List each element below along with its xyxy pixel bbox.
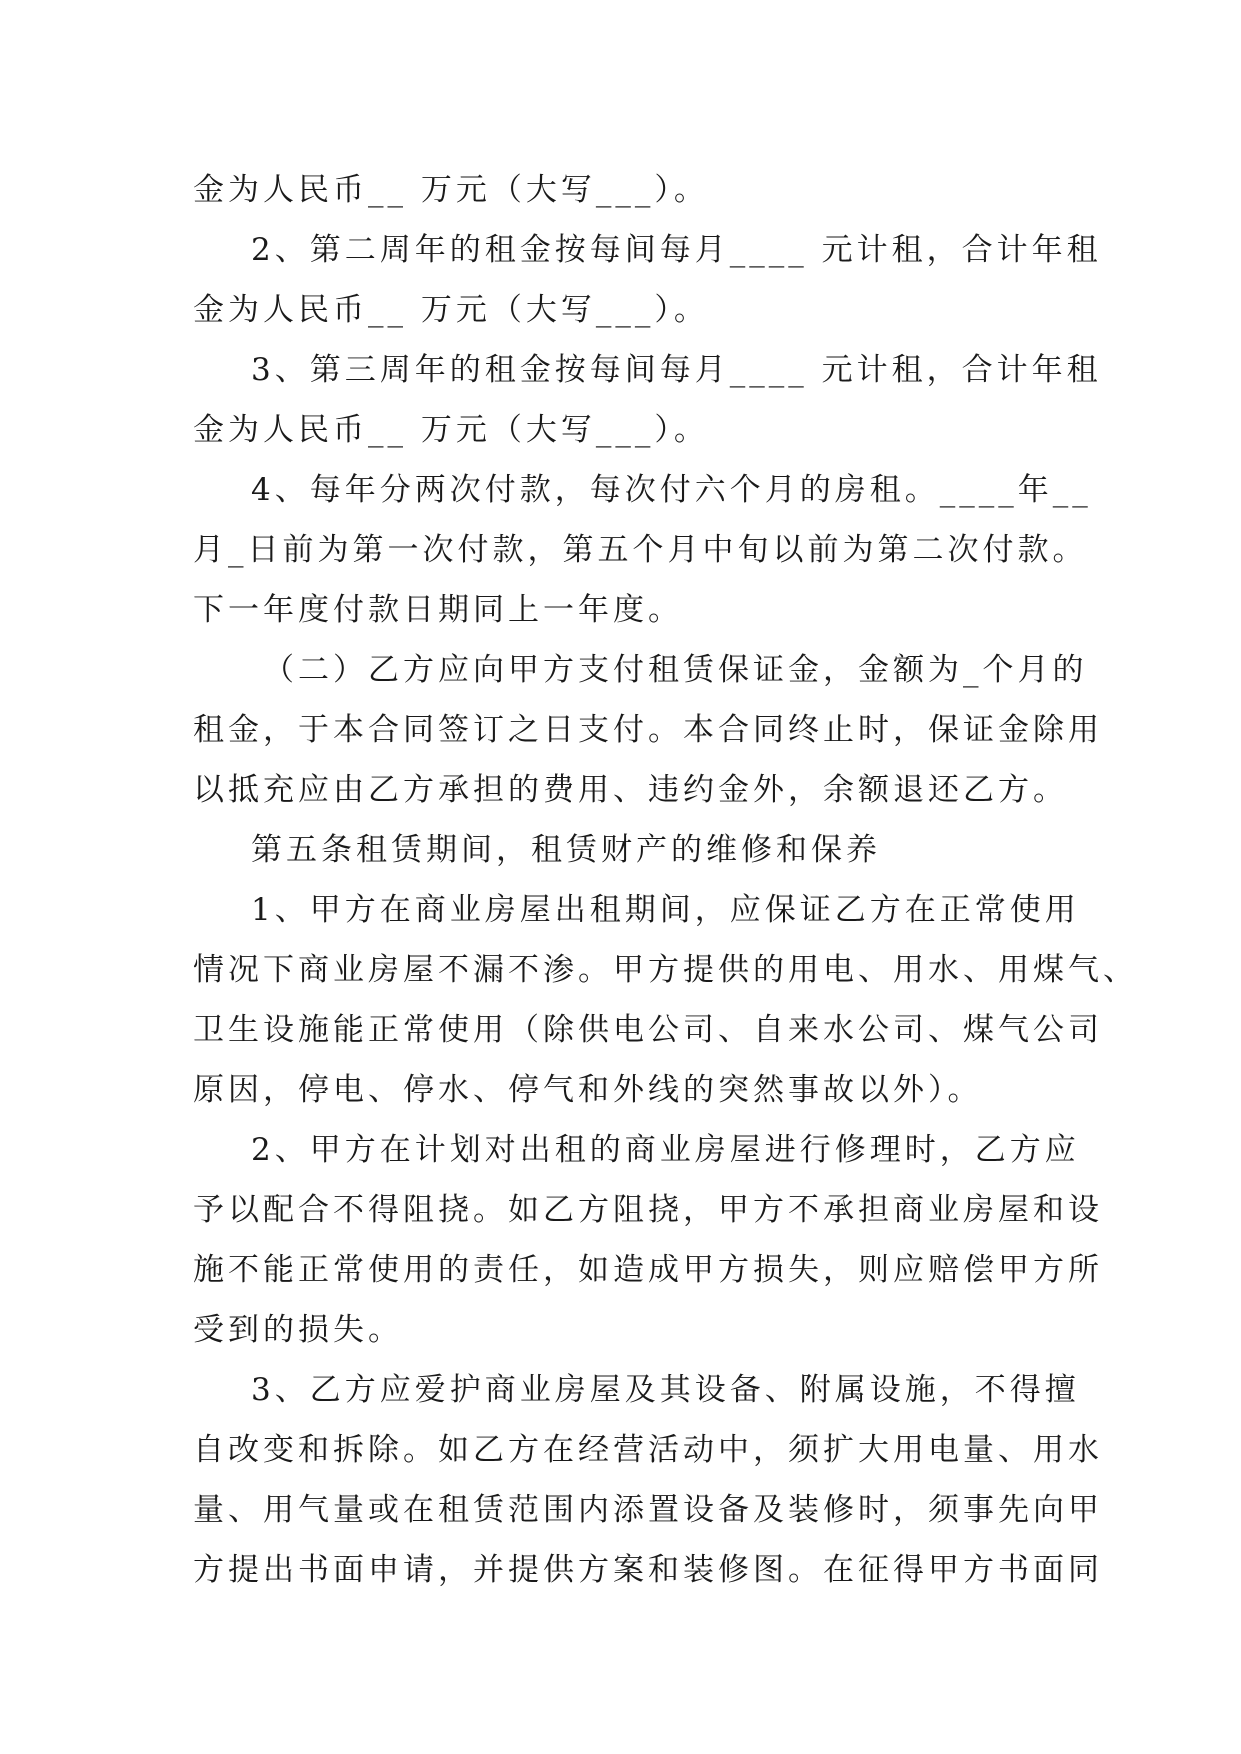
text-line: 予以配合不得阻挠。如乙方阻挠，甲方不承担商业房屋和设 [193, 1192, 1103, 1228]
text-line: 2、甲方在计划对出租的商业房屋进行修理时，乙方应 [251, 1132, 1080, 1168]
section-heading: 第五条租赁期间，租赁财产的维修和保养 [251, 832, 881, 868]
text-line: 金为人民币__ 万元（大写___）。 [193, 172, 709, 208]
text-line: 情况下商业房屋不漏不渗。甲方提供的用电、用水、用煤气、 [193, 952, 1138, 988]
text-line: 4、每年分两次付款，每次付六个月的房租。____年__ [251, 472, 1092, 508]
text-line: 1、甲方在商业房屋出租期间，应保证乙方在正常使用 [251, 892, 1080, 928]
text-line: 方提出书面申请，并提供方案和装修图。在征得甲方书面同 [193, 1552, 1103, 1588]
text-line: 受到的损失。 [193, 1312, 403, 1348]
text-line: 2、第二周年的租金按每间每月____ 元计租，合计年租 [251, 232, 1102, 268]
text-line: 卫生设施能正常使用（除供电公司、自来水公司、煤气公司 [193, 1012, 1103, 1048]
text-line: 自改变和拆除。如乙方在经营活动中，须扩大用电量、用水 [193, 1432, 1103, 1468]
text-line: 施不能正常使用的责任，如造成甲方损失，则应赔偿甲方所 [193, 1252, 1103, 1288]
text-line: 原因，停电、停水、停气和外线的突然事故以外）。 [193, 1072, 983, 1108]
document-body [193, 160, 1138, 1600]
text-line: 3、第三周年的租金按每间每月____ 元计租，合计年租 [251, 352, 1102, 388]
text-line: 下一年度付款日期同上一年度。 [193, 592, 683, 628]
text-line: 以抵充应由乙方承担的费用、违约金外，余额退还乙方。 [193, 772, 1068, 808]
text-line: 3、乙方应爱护商业房屋及其设备、附属设施，不得擅 [251, 1372, 1080, 1408]
text-line: 量、用气量或在租赁范围内添置设备及装修时，须事先向甲 [193, 1492, 1103, 1528]
text-line: 金为人民币__ 万元（大写___）。 [193, 412, 709, 448]
text-line: 租金，于本合同签订之日支付。本合同终止时，保证金除用 [193, 712, 1103, 748]
text-line: 金为人民币__ 万元（大写___）。 [193, 292, 709, 328]
text-line: （二）乙方应向甲方支付租赁保证金，金额为_个月的 [263, 652, 1088, 688]
text-line: 月_日前为第一次付款，第五个月中旬以前为第二次付款。 [193, 532, 1088, 568]
